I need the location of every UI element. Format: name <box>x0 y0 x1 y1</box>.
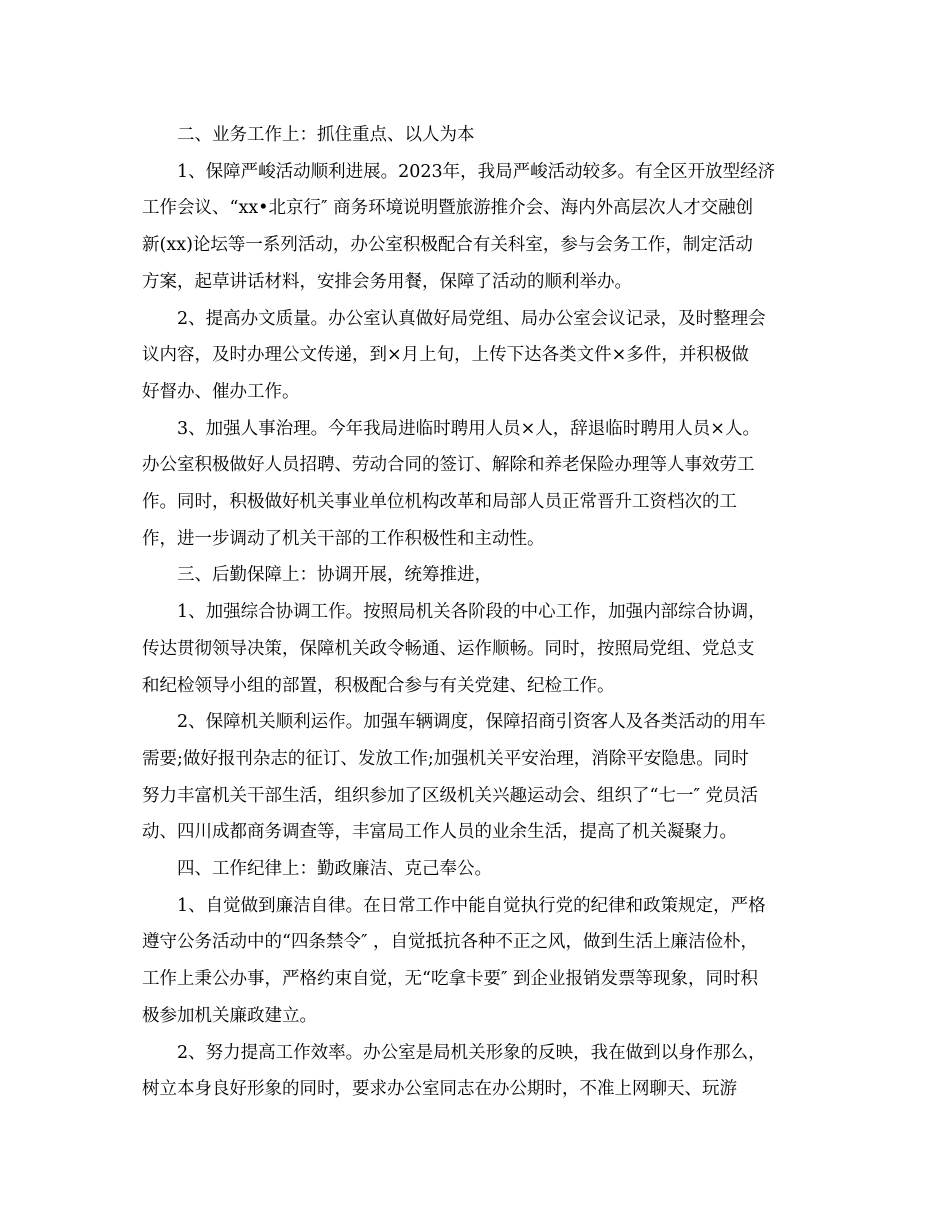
document-page <box>142 117 812 1108</box>
text-line: 新(xx)论坛等一系列活动，办公室积极配合有关科室，参与会务工作，制定活动 <box>142 235 753 256</box>
text-line: 作。同时，积极做好机关事业单位机构改革和局部人员正常晋升工资档次的工 <box>142 492 737 513</box>
text-line: 极参加机关廉政建立。 <box>142 1005 317 1026</box>
text-line: 努力丰富机关干部生活，组织参加了区级机关兴趣运动会、组织了“七一″ 党员活 <box>142 785 759 806</box>
paragraph-personnel <box>142 411 812 558</box>
paragraph-efficiency <box>142 1035 812 1108</box>
text-line: 2、保障机关顺利运作。加强车辆调度，保障招商引资客人及各类活动的用车 <box>177 712 766 733</box>
text-line: 和纪检领导小组的部置，积极配合参与有关党建、纪检工作。 <box>142 675 615 696</box>
text-line: 1、加强综合协调工作。按照局机关各阶段的中心工作，加强内部综合协调， <box>177 602 766 623</box>
text-line: 1、自觉做到廉洁自律。在日常工作中能自觉执行党的纪律和政策规定，严格 <box>177 895 766 916</box>
paragraph-operations <box>142 704 812 851</box>
section-heading-2 <box>142 117 812 154</box>
text-line: 方案，起草讲话材料，安排会务用餐，保障了活动的顺利举办。 <box>142 271 632 292</box>
text-line: 好督办、催办工作。 <box>142 381 300 402</box>
text-line: 需要;做好报刊杂志的征订、发放工作;加强机关平安治理，消除平安隐患。同时 <box>142 748 749 769</box>
text-line: 工作会议、“xx•北京行″ 商务环境说明暨旅游推介会、海内外高层次人才交融创 <box>142 198 754 219</box>
section-heading-3 <box>142 557 812 594</box>
text-line: 树立本身良好形象的同时，要求办公室同志在办公期时，不准上网聊天、玩游 <box>142 1079 737 1100</box>
text-line: 办公室积极做好人员招聘、劳动合同的签订、解除和养老保险办理等人事效劳工 <box>142 455 755 476</box>
text-line: 2、努力提高工作效率。办公室是局机关形象的反映，我在做到以身作那么， <box>177 1042 766 1063</box>
text-line: 四、工作纪律上：勤政廉洁、克己奉公。 <box>177 859 492 880</box>
text-line: 3、加强人事治理。今年我局进临时聘用人员×人，辞退临时聘用人员×人。 <box>177 418 760 439</box>
text-line: 传达贯彻领导决策，保障机关政令畅通、运作顺畅。同时，按照局党组、党总支 <box>142 638 755 659</box>
text-line: 作，进一步调动了机关干部的工作积极性和主动性。 <box>142 528 545 549</box>
text-line: 1、保障严峻活动顺利进展。2023年，我局严峻活动较多。有全区开放型经济 <box>177 161 776 182</box>
paragraph-document-quality <box>142 301 812 411</box>
text-line: 二、业务工作上：抓住重点、以人为本 <box>177 125 475 145</box>
text-line: 工作上秉公办事，严格约束自觉，无“吃拿卡要″ 到企业报销发票等现象，同时积 <box>142 969 759 990</box>
paragraph-self-discipline <box>142 888 812 1035</box>
paragraph-major-events <box>142 154 812 301</box>
section-heading-4 <box>142 851 812 888</box>
text-line: 动、四川成都商务调查等，丰富局工作人员的业余生活，提高了机关凝聚力。 <box>142 822 737 843</box>
text-line: 2、提高办文质量。办公室认真做好局党组、局办公室会议记录，及时整理会 <box>177 308 766 329</box>
text-line: 三、后勤保障上：协调开展，统筹推进， <box>177 565 492 586</box>
text-line: 议内容，及时办理公文传递，到×月上旬，上传下达各类文件×多件，并积极做 <box>142 345 749 366</box>
text-line: 遵守公务活动中的“四条禁令″ ，自觉抵抗各种不正之风，做到生活上廉洁俭朴， <box>142 932 759 953</box>
paragraph-coordination <box>142 594 812 704</box>
